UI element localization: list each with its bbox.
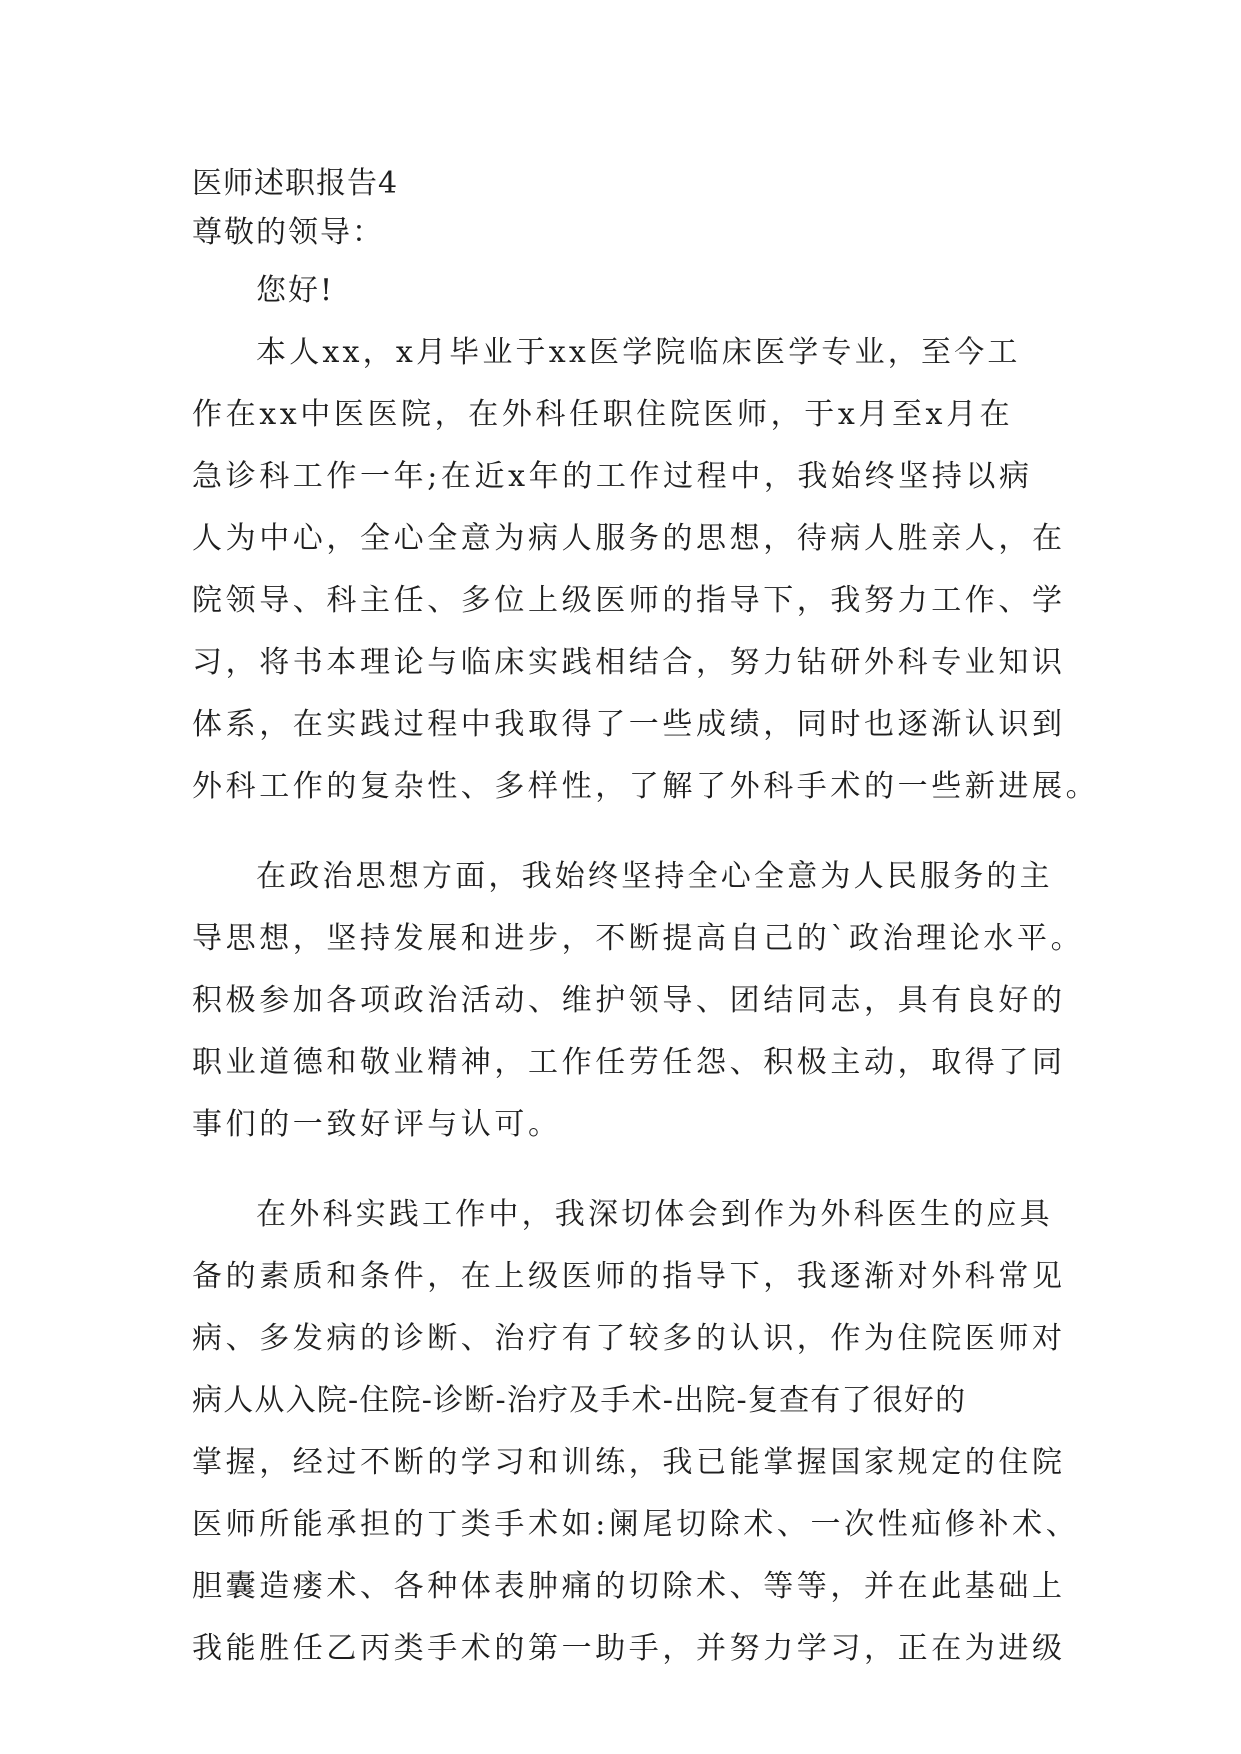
paragraph-line: 导思想，坚持发展和进步，不断提高自己的`政治理论水平。 — [192, 921, 1085, 956]
paragraph-line: 作在xx中医医院，在外科任职住院医师，于x月至x月在 — [192, 397, 1014, 432]
paragraph-surgical-practice — [192, 1184, 1080, 1680]
paragraph-line: 病人从入院-住院-诊断-治疗及手术-出院-复查有了很好的 — [192, 1383, 967, 1418]
salutation: 尊敬的领导： — [192, 215, 384, 250]
paragraph-line: 人为中心，全心全意为病人服务的思想，待病人胜亲人，在 — [192, 521, 1066, 556]
paragraph-political-thought — [192, 846, 1085, 1156]
paragraph-line: 院领导、科主任、多位上级医师的指导下，我努力工作、学 — [192, 583, 1066, 618]
paragraph-line: 胆囊造瘘术、各种体表肿痛的切除术、等等，并在此基础上 — [192, 1569, 1066, 1604]
paragraph-line: 掌握，经过不断的学习和训练，我已能掌握国家规定的住院 — [192, 1445, 1066, 1480]
paragraph-line: 急诊科工作一年;在近x年的工作过程中，我始终坚持以病 — [192, 459, 1033, 494]
paragraph-line: 外科工作的复杂性、多样性，了解了外科手术的一些新进展。 — [192, 769, 1100, 804]
paragraph-line: 职业道德和敬业精神，工作任劳任怨、积极主动，取得了同 — [192, 1045, 1066, 1080]
paragraph-line: 习，将书本理论与临床实践相结合，努力钻研外科专业知识 — [192, 645, 1066, 680]
paragraph-line: 积极参加各项政治活动、维护领导、团结同志，具有良好的 — [192, 983, 1066, 1018]
report-body — [192, 162, 1100, 1708]
paragraph-line: 备的素质和条件，在上级医师的指导下，我逐渐对外科常见 — [192, 1259, 1066, 1294]
paragraph-line: 在政治思想方面，我始终坚持全心全意为人民服务的主 — [256, 859, 1053, 894]
paragraph-line: 病、多发病的诊断、治疗有了较多的认识，作为住院医师对 — [192, 1321, 1066, 1356]
paragraph-line: 体系，在实践过程中我取得了一些成绩，同时也逐渐认识到 — [192, 707, 1066, 742]
paragraph-line: 事们的一致好评与认可。 — [192, 1107, 562, 1142]
report-title: 医师述职报告4 — [192, 166, 399, 201]
paragraph-line: 在外科实践工作中，我深切体会到作为外科医生的应具 — [256, 1197, 1053, 1232]
paragraph-line: 本人xx，x月毕业于xx医学院临床医学专业，至今工 — [256, 335, 1021, 370]
greeting: 您好! — [256, 273, 335, 308]
paragraph-background — [192, 322, 1100, 818]
paragraph-line: 我能胜任乙丙类手术的第一助手，并努力学习，正在为进级 — [192, 1631, 1066, 1666]
paragraph-line: 医师所能承担的丁类手术如:阑尾切除术、一次性疝修补术、 — [192, 1507, 1080, 1542]
